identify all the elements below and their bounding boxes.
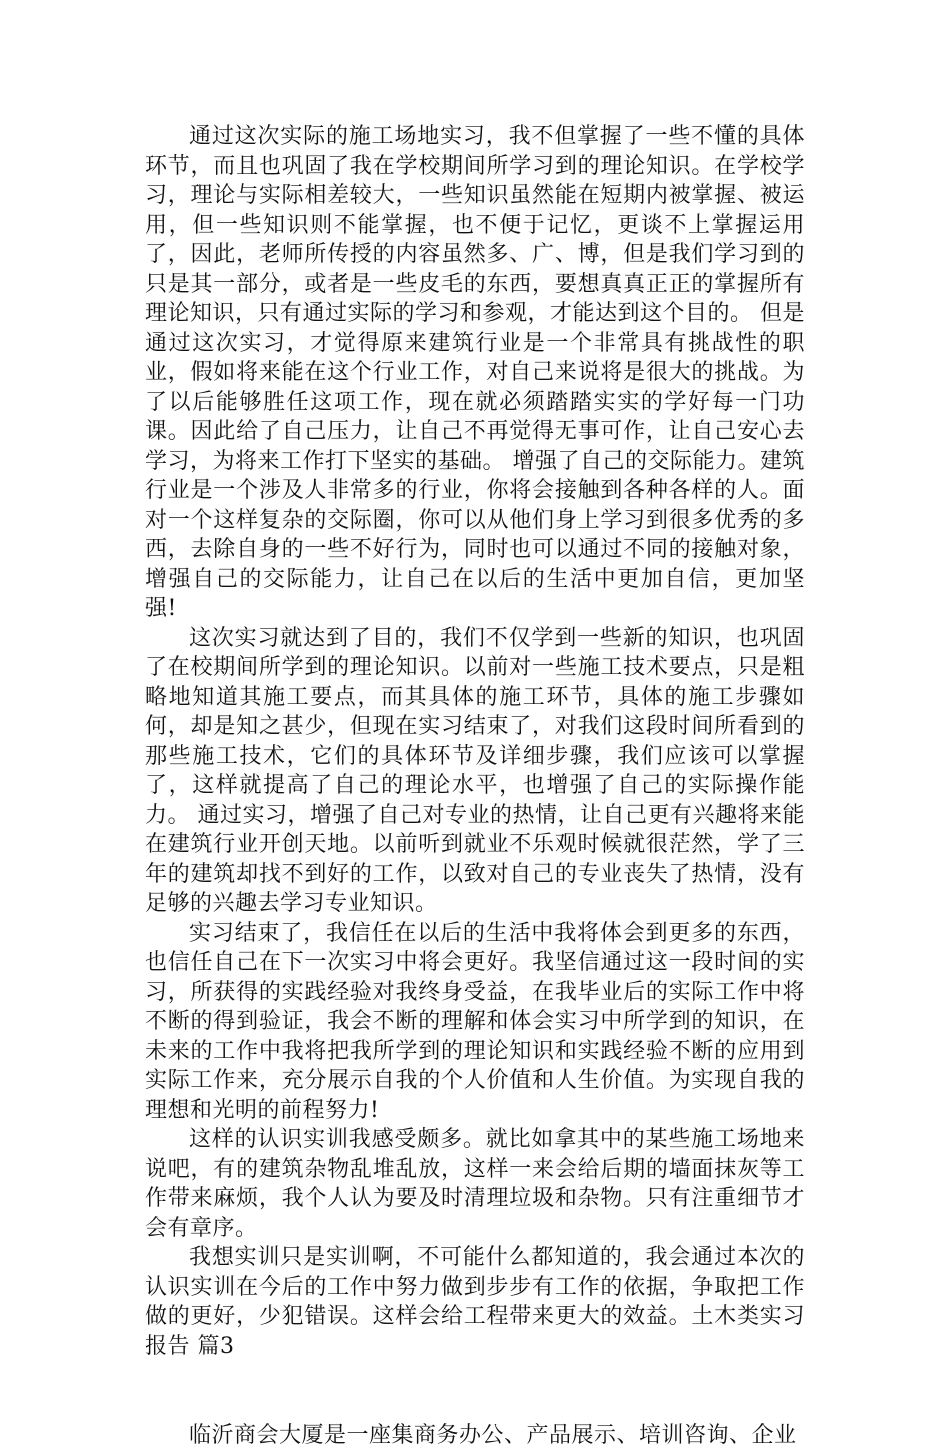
paragraph-2: 这次实习就达到了目的，我们不仅学到一些新的知识，也巩固了在校期间所学到的理论知识。以前对一些施工技术要点，只是粗略地知道其施工要点，而其具体的施工环节，具体的施工步骤如何，却是知之甚少，但现在实习结束了，对我们这段时间所看到的那些施工技术，它们的具体环节及详细步骤，我们应该可以掌握了，这样就提高了自己的理论水平，也增强了自己的实际操作能力。 通过实习，增强了自己对专业的热情，让自己更有兴趣将来能在建筑行业开创天地。以前听到就业不乐观时候就很茫然，学了三年的建筑却找不到好的工作，以致对自己的专业丧失了热情，没有足够的兴趣去学习专业知识。 (145, 625, 805, 916)
paragraph-4: 这样的认识实训我感受颇多。就比如拿其中的某些施工场地来说吧，有的建筑杂物乱堆乱放，这样一来会给后期的墙面抹灰等工作带来麻烦，我个人认为要及时清理垃圾和杂物。只有注重细节才会有章序。 (145, 1127, 805, 1241)
paragraph-6: 临沂商会大厦是一座集商务办公、产品展示、培训咨询、企业 (189, 1423, 797, 1448)
paragraph-1: 通过这次实际的施工场地实习，我不但掌握了一些不懂的具体环节，而且也巩固了我在学校期间所学习到的理论知识。在学校学习，理论与实际相差较大，一些知识虽然能在短期内被掌握、被运用，但一些知识则不能掌握，也不便于记忆，更谈不上掌握运用了，因此，老师所传授的内容虽然多、广、博，但是我们学习到的只是其一部分，或者是一些皮毛的东西，要想真真正正的掌握所有理论知识，只有通过实际的学习和参观，才能达到这个目的。 但是通过这次实习，才觉得原来建筑行业是一个非常具有挑战性的职业，假如将来能在这个行业工作，对自己来说将是很大的挑战。为了以后能够胜任这项工作，现在就必须踏踏实实的学好每一门功课。因此给了自己压力，让自己不再觉得无事可作，让自己安心去学习，为将来工作打下坚实的基础。 增强了自己的交际能力。建筑行业是一个涉及人非常多的行业，你将会接触到各种各样的人。面对一个这样复杂的交际圈，你可以从他们身上学习到很多优秀的多西，去除自身的一些不好行为，同时也可以通过不同的接触对象，增强自己的交际能力，让自己在以后的生活中更加自信，更加坚强! (145, 124, 805, 621)
paragraph-5: 我想实训只是实训啊，不可能什么都知道的，我会通过本次的认识实训在今后的工作中努力做到步步有工作的依据，争取把工作做的更好，少犯错误。这样会给工程带来更大的效益。土木类实习报告 篇3 (145, 1245, 805, 1359)
document-body (145, 122, 805, 1451)
section-gap (145, 1361, 805, 1421)
paragraph-3: 实习结束了，我信任在以后的生活中我将体会到更多的东西，也信任自己在下一次实习中将会更好。我坚信通过这一段时间的实习，所获得的实践经验对我终身受益，在我毕业后的实际工作中将不断的得到验证，我会不断的理解和体会实习中所学到的知识，在未来的工作中我将把我所学到的理论知识和实践经验不断的应用到实际工作来，充分展示自我的个人价值和人生价值。为实现自我的理想和光明的前程努力! (145, 920, 805, 1123)
